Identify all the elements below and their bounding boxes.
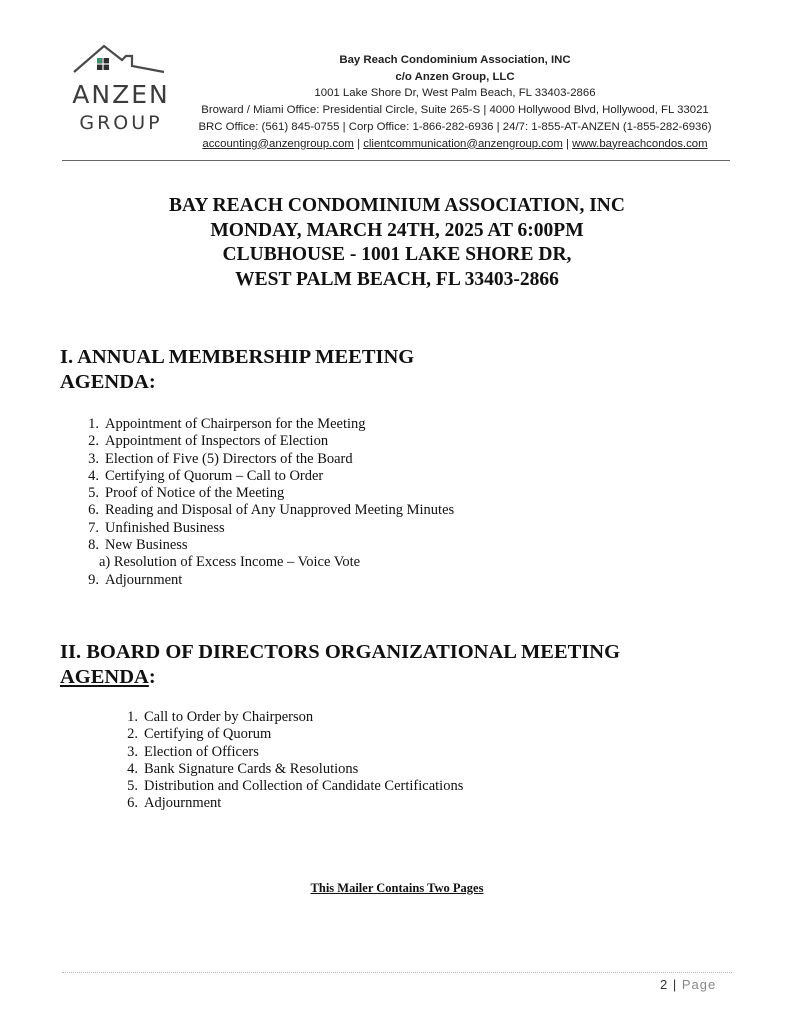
item-number: 4.: [127, 760, 138, 777]
title-association: BAY REACH CONDOMINIUM ASSOCIATION, INC: [169, 195, 625, 216]
item-number: 8.: [88, 537, 99, 554]
list-item: [75, 485, 454, 502]
list-item: [114, 744, 463, 761]
house-roof-icon: [66, 42, 176, 82]
item-text: Distribution and Collection of Candidate Certifications: [144, 778, 464, 795]
title-location: CLUBHOUSE - 1001 LAKE SHORE DR,: [222, 244, 572, 265]
item-number: 5.: [127, 778, 138, 795]
item-number: 9.: [88, 571, 99, 588]
item-text: Adjournment: [144, 795, 222, 812]
item-text: New Business: [105, 537, 188, 554]
list-item: [75, 468, 454, 485]
section1-agenda-list: [75, 416, 454, 589]
section2-heading-colon: :: [148, 666, 156, 688]
street-address: 1001 Lake Shore Dr, West Palm Beach, FL 33403-2866: [314, 87, 596, 100]
item-text: Election of Officers: [144, 743, 259, 760]
item-number: 7.: [88, 519, 99, 536]
item-number: 2.: [88, 433, 99, 450]
sub-item-text: a) Resolution of Excess Income – Voice Vote: [99, 554, 361, 571]
item-number: 4.: [88, 467, 99, 484]
list-item: [114, 726, 463, 743]
section1-heading-line2: AGENDA:: [60, 371, 156, 393]
list-item: [75, 502, 454, 519]
item-text: Election of Five (5) Directors of the Board: [105, 450, 353, 467]
list-item: [114, 709, 463, 726]
mailer-page-count-note: This Mailer Contains Two Pages: [310, 881, 484, 895]
item-number: 2.: [127, 726, 138, 743]
item-number: 6.: [88, 502, 99, 519]
item-text: Proof of Notice of the Meeting: [105, 485, 285, 502]
list-item: [75, 520, 454, 537]
sub-list-item: [75, 554, 454, 571]
item-number: 1.: [88, 416, 99, 432]
list-item: [75, 451, 454, 468]
item-number: 6.: [127, 795, 138, 812]
footer-divider: [62, 972, 732, 973]
section1-heading: [60, 345, 414, 395]
item-number: 5.: [88, 485, 99, 502]
list-item: [114, 778, 463, 795]
logo-group-text: GROUP: [79, 112, 163, 134]
item-number: 3.: [127, 743, 138, 760]
page-number-separator: |: [672, 977, 678, 992]
title-city: WEST PALM BEACH, FL 33403-2866: [235, 268, 559, 290]
contact-links: accounting@anzengroup.com | clientcommunication@anzengroup.com | www.bayreachcondos.com: [202, 137, 708, 150]
page-number-value: 2: [660, 977, 669, 992]
meeting-title: [0, 194, 794, 292]
item-text: Adjournment: [105, 571, 183, 588]
website-link[interactable]: www.bayreachcondos.com: [572, 137, 708, 150]
page-label: Page: [681, 977, 717, 992]
section1-heading-line1: I. ANNUAL MEMBERSHIP MEETING: [60, 346, 415, 368]
care-of-line: c/o Anzen Group, LLC: [395, 70, 515, 83]
item-text: Bank Signature Cards & Resolutions: [144, 760, 359, 777]
item-number: 3.: [88, 450, 99, 467]
list-item: [75, 572, 454, 589]
section2-agenda-list: [114, 709, 463, 813]
section2-heading: [60, 640, 620, 690]
section2-heading-line2: [60, 665, 620, 690]
association-name: Bay Reach Condominium Association, INC: [339, 54, 571, 66]
letterhead: [0, 0, 794, 165]
item-text: Certifying of Quorum – Call to Order: [105, 467, 324, 484]
item-number: 1.: [127, 709, 138, 725]
section2-agenda-word: AGENDA: [60, 666, 149, 688]
anzen-group-logo: [66, 42, 176, 138]
list-item: [75, 433, 454, 450]
list-item: [114, 761, 463, 778]
item-text: Unfinished Business: [105, 519, 225, 536]
title-date-time: MONDAY, MARCH 24TH, 2025 AT 6:00PM: [210, 219, 584, 241]
item-text: Certifying of Quorum: [144, 726, 272, 743]
list-item: [75, 537, 454, 554]
item-text: Appointment of Chairperson for the Meeting: [105, 416, 366, 432]
phone-numbers: BRC Office: (561) 845-0755 | Corp Office: 1-866-282-6936 | 24/7: 1-855-AT-ANZEN (1-855-282-6936): [198, 120, 712, 133]
list-item: [114, 795, 463, 812]
office-addresses: Broward / Miami Office: Presidential Circle, Suite 265-S | 4000 Hollywood Blvd, Hollywood, FL 33021: [201, 104, 709, 117]
client-communication-email-link[interactable]: clientcommunication@anzengroup.com: [363, 137, 563, 150]
page-number: [660, 977, 716, 992]
letterhead-address-block: [185, 52, 725, 152]
item-text: Appointment of Inspectors of Election: [105, 433, 329, 450]
accounting-email-link[interactable]: accounting@anzengroup.com: [202, 137, 354, 150]
list-item: [75, 416, 454, 433]
item-text: Reading and Disposal of Any Unapproved Meeting Minutes: [105, 502, 455, 519]
header-divider: [62, 160, 730, 161]
logo-wordmark: ANZEN: [72, 80, 170, 109]
section2-heading-line1: II. BOARD OF DIRECTORS ORGANIZATIONAL MEETING: [60, 641, 621, 663]
item-text: Call to Order by Chairperson: [144, 709, 314, 725]
